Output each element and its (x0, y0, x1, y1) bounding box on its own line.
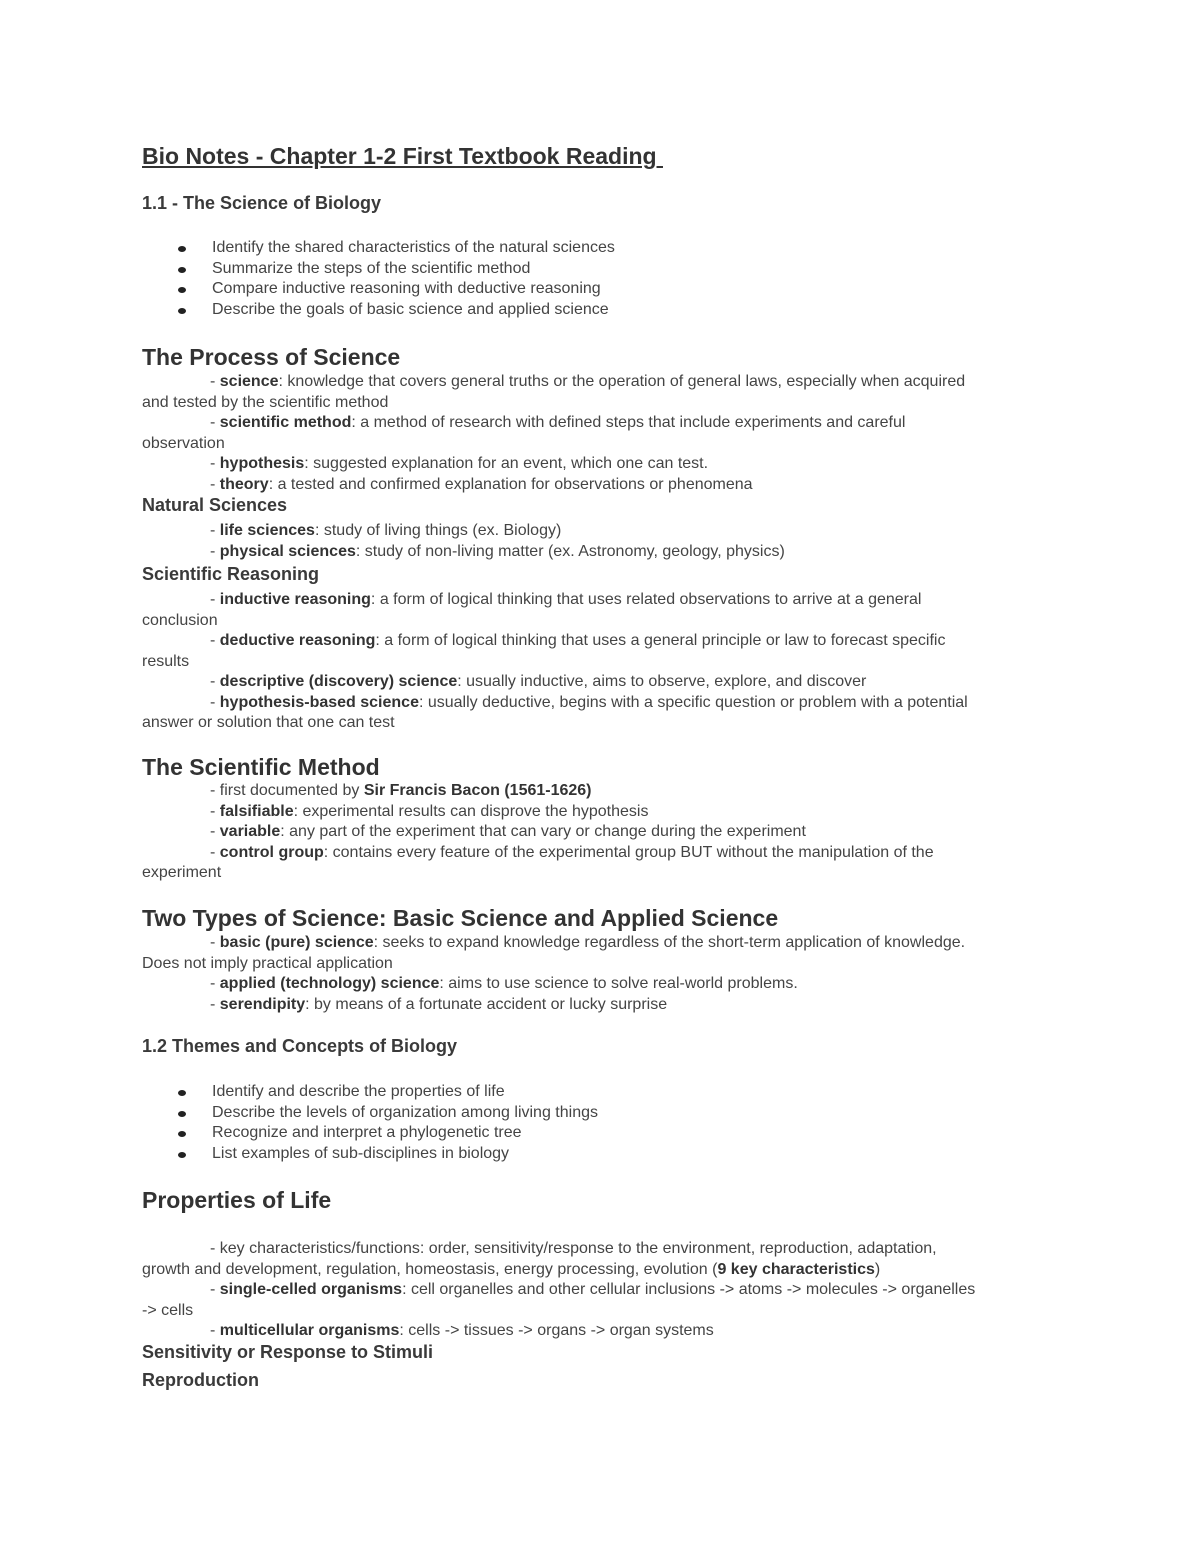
reproduction-heading: Reproduction (142, 1370, 259, 1390)
definition-item: - descriptive (discovery) science: usually inductive, aims to observe, explore, and discover (210, 673, 867, 690)
term: applied (technology) science (219, 975, 440, 992)
definition-continuation: and tested by the scientific method (142, 393, 389, 411)
term: variable (219, 823, 281, 840)
scientific-reasoning-notes (142, 590, 1072, 734)
list-item: List examples of sub-disciplines in biology (142, 1144, 598, 1165)
definition-item: - first documented by Sir Francis Bacon (1561-1626) (210, 782, 592, 799)
term: physical sciences (219, 542, 356, 560)
definition-item: - life sciences: study of living things (ex. Biology) (210, 522, 562, 539)
definition-continuation: answer or solution that one can test (142, 714, 395, 731)
bullet-icon (178, 287, 186, 293)
definition-item: - key characteristics/functions: order, sensitivity/response to the environment, reproduction, adaptation, (210, 1240, 937, 1257)
bullet-icon (178, 308, 186, 314)
list-item: Describe the goals of basic science and applied science (142, 300, 615, 321)
two-types-notes (142, 933, 1072, 1015)
term: life sciences (219, 522, 315, 539)
bullet-icon (178, 1131, 186, 1137)
definition-item: - physical sciences: study of non-living matter (ex. Astronomy, geology, physics) (210, 542, 785, 560)
term: single-celled organisms (219, 1281, 403, 1298)
term: falsifiable (219, 802, 294, 820)
scientific-method-heading: The Scientific Method (142, 754, 380, 780)
term: descriptive (discovery) science (219, 673, 458, 690)
term: deductive reasoning (219, 632, 376, 649)
definition-item: - hypothesis: suggested explanation for an event, which one can test. (210, 455, 709, 472)
definition-continuation: -> cells (142, 1301, 194, 1319)
bullet-icon (178, 1111, 186, 1117)
definition-item: - serendipity: by means of a fortunate accident or lucky surprise (210, 995, 668, 1013)
scientific-method-notes (142, 781, 1072, 884)
natural-sciences-notes (142, 521, 1072, 562)
term: multicellular organisms (219, 1322, 400, 1339)
process-of-science-heading: The Process of Science (142, 344, 401, 370)
bullet-icon (178, 267, 186, 273)
definition-item: - deductive reasoning: a form of logical thinking that uses a general principle or law to forecast specific (210, 632, 946, 649)
term: basic (pure) science (219, 934, 374, 951)
bullet-icon (178, 1090, 186, 1096)
scientific-reasoning-heading: Scientific Reasoning (142, 564, 320, 584)
term: hypothesis (219, 455, 305, 472)
definition-continuation: results (142, 652, 190, 670)
definition-item: - multicellular organisms: cells -> tissues -> organs -> organ systems (210, 1322, 714, 1339)
definition-item: - hypothesis-based science: usually deductive, begins with a specific question or problem with a potential (210, 693, 968, 711)
list-item: Identify and describe the properties of life (142, 1082, 598, 1103)
two-types-heading: Two Types of Science: Basic Science and Applied Science (142, 905, 779, 931)
term: Sir Francis Bacon (1561-1626) (363, 782, 592, 799)
definition-item: - science: knowledge that covers general truths or the operation of general laws, especially when acquired (210, 373, 966, 390)
sensitivity-heading: Sensitivity or Response to Stimuli (142, 1342, 434, 1362)
definition-item: - control group: contains every feature of the experimental group BUT without the manipulation of the (210, 843, 934, 861)
bullet-icon (178, 1152, 186, 1158)
definition-item: - basic (pure) science: seeks to expand knowledge regardless of the short-term application of knowledge. (210, 934, 966, 951)
term: 9 key characteristics (717, 1260, 875, 1278)
process-of-science-notes (142, 372, 1072, 495)
definition-item: - single-celled organisms: cell organelles and other cellular inclusions -> atoms -> molecules -> organelles (210, 1281, 976, 1298)
term: inductive reasoning (219, 591, 371, 608)
term: theory (219, 475, 269, 493)
section-1-2-heading: 1.2 Themes and Concepts of Biology (142, 1036, 458, 1056)
definition-item: - inductive reasoning: a form of logical thinking that uses related observations to arrive at a general (210, 591, 922, 608)
definition-continuation: experiment (142, 864, 222, 881)
section-1-2-objectives (142, 1082, 598, 1164)
list-item: Recognize and interpret a phylogenetic tree (142, 1123, 598, 1144)
definition-continuation: observation (142, 434, 225, 452)
term: serendipity (219, 995, 306, 1013)
term: control group (219, 843, 324, 861)
definition-continuation: conclusion (142, 611, 218, 629)
definition-continuation: growth and development, regulation, homeostasis, energy processing, evolution (9 key characteristics) (142, 1260, 881, 1278)
properties-of-life-heading: Properties of Life (142, 1187, 332, 1213)
definition-item: - applied (technology) science: aims to use science to solve real-world problems. (210, 975, 798, 992)
section-1-1-heading: 1.1 - The Science of Biology (142, 193, 382, 213)
document-title: Bio Notes - Chapter 1-2 First Textbook Reading (142, 143, 663, 169)
list-item: Summarize the steps of the scientific method (142, 259, 615, 280)
section-1-1-objectives (142, 238, 615, 320)
properties-of-life-notes (142, 1239, 1072, 1342)
term: hypothesis-based science (219, 693, 419, 711)
term: science (219, 373, 279, 390)
definition-item: - variable: any part of the experiment that can vary or change during the experiment (210, 823, 806, 840)
natural-sciences-heading: Natural Sciences (142, 495, 288, 515)
bullet-icon (178, 246, 186, 252)
list-item: Describe the levels of organization among living things (142, 1103, 598, 1124)
term: scientific method (219, 414, 352, 431)
definition-continuation: Does not imply practical application (142, 954, 393, 972)
definition-item: - theory: a tested and confirmed explanation for observations or phenomena (210, 475, 753, 493)
definition-item: - falsifiable: experimental results can disprove the hypothesis (210, 802, 649, 820)
list-item: Compare inductive reasoning with deductive reasoning (142, 279, 615, 300)
list-item: Identify the shared characteristics of the natural sciences (142, 238, 615, 259)
definition-item: - scientific method: a method of research with defined steps that include experiments and careful (210, 414, 906, 431)
